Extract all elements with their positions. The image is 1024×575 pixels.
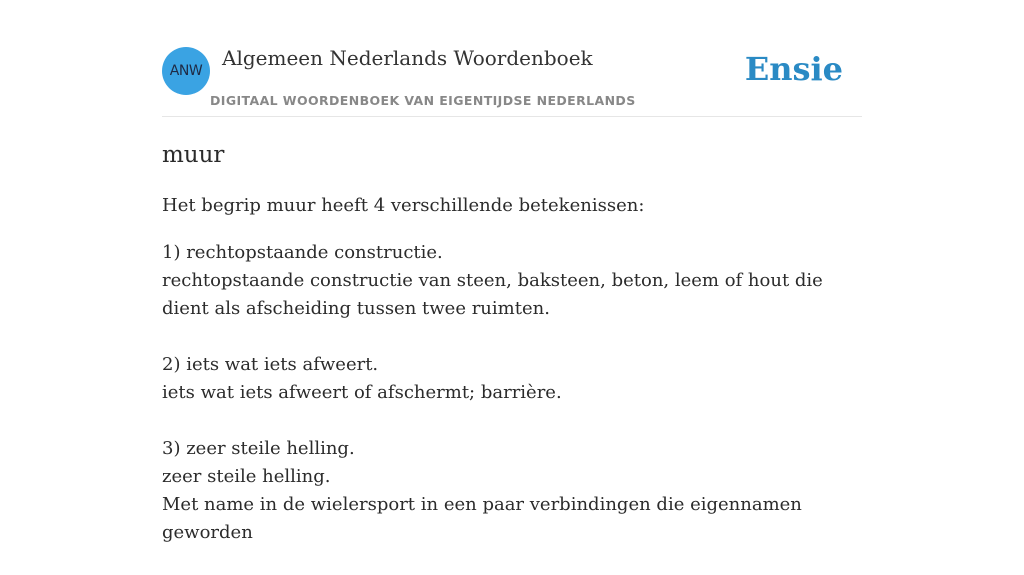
definition-text: zeer steile helling. — [162, 466, 331, 487]
definition-text: rechtopstaande constructie van steen, baksteen, beton, leem of hout die dient als afscheiding tussen twee ruimten. — [162, 270, 823, 319]
definition-heading: 3) zeer steile helling. — [162, 438, 355, 459]
definition-heading: 1) rechtopstaande constructie. — [162, 242, 443, 263]
definition-text: iets wat iets afweert of afschermt; barrière. — [162, 382, 562, 403]
entry-word-title: muur — [162, 142, 225, 168]
anw-logo[interactable]: ANW — [162, 47, 210, 95]
site-title[interactable]: Algemeen Nederlands Woordenboek — [222, 46, 593, 70]
definition-item — [162, 239, 862, 323]
definition-note: Met name in de wielersport in een paar verbindingen die eigennamen geworden — [162, 494, 802, 543]
site-header — [162, 0, 862, 117]
definitions-list — [162, 239, 862, 547]
definition-item — [162, 351, 862, 407]
entry-content — [162, 140, 862, 575]
ensie-brand-logo[interactable]: Ensie — [744, 50, 843, 88]
definition-heading: 2) iets wat iets afweert. — [162, 354, 379, 375]
site-subtitle: DIGITAAL WOORDENBOEK VAN EIGENTIJDSE NEDERLANDS — [210, 93, 636, 108]
definition-item — [162, 435, 862, 547]
entry-intro: Het begrip muur heeft 4 verschillende betekenissen: — [162, 195, 645, 216]
